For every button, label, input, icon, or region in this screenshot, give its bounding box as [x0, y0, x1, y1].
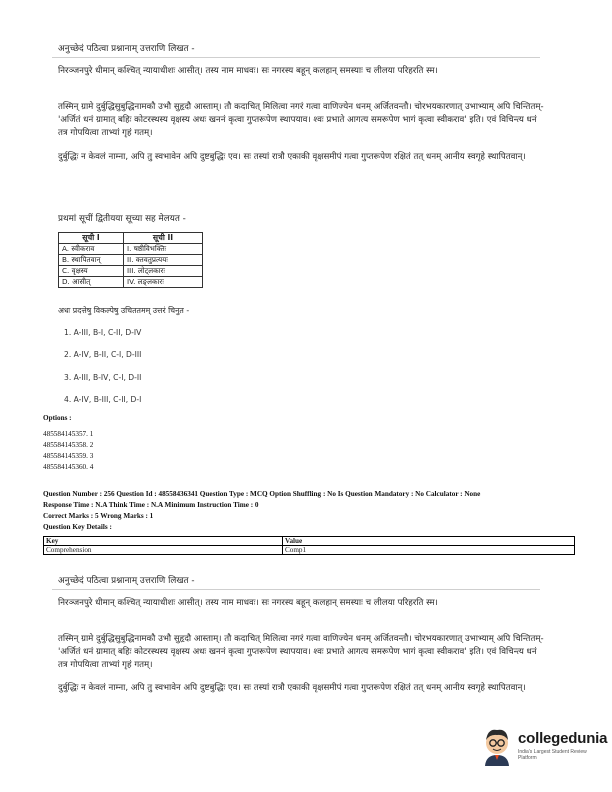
passage-paragraph: तस्मिन् ग्रामे दुर्बुद्धिसुबुद्धिनामकौ उभौ सुहृदौ आस्ताम्। तौ कदाचित् मिलित्वा नगरं गत्वा वाणिज्येन धनम् अर्जितवन्तौ। चोरभयकारणात् उभाभ्याम् अपि चिन्तितम्- 'अर्जितं धनं ग्रामात् बहिः कोटरस्थस्य वृक्षस्य अधः खननं कृत्वा गुप्तरूपेण स्थापयाव। श्वः प्रभाते आगत्य समरूपेण भागं कृत्वा स्वीकराव' इति। एवं विचिन्त्य धनं तत्र गोपयित्वा ताभ्यां गृहं गतम्। [58, 102, 544, 138]
match-table-header: सूची II [124, 233, 203, 244]
question-key-details-label: Question Key Details : [43, 523, 112, 531]
table-cell: IV. लङ्लकारः [124, 277, 203, 288]
key-header: Key [44, 537, 283, 546]
option-id: 485584145360. 4 [43, 463, 94, 471]
options-label: Options : [43, 414, 72, 422]
table-cell: B. स्थापितवान् [59, 255, 124, 266]
key-table [43, 536, 575, 555]
passage-paragraph: निरञ्जनपुरे धीमान् कश्चित् न्यायाधीशः आसीत्। तस्य नाम माधवः। सः नगरस्य बहून् कलहान् समस्याः च लीलया परिहरति स्म। [58, 66, 438, 76]
option-id: 485584145359. 3 [43, 452, 94, 460]
table-row [59, 244, 203, 255]
question-meta-line: Response Time : N.A Think Time : N.A Minimum Instruction Time : 0 [43, 501, 259, 509]
match-table-header: सूची I [59, 233, 124, 244]
divider [52, 589, 540, 590]
table-cell: III. लोट्लकारः [124, 266, 203, 277]
choose-instruction: अधः प्रदत्तेषु विकल्पेषु उचिततमम् उत्तरं चिनुत - [58, 306, 190, 315]
table-row [44, 537, 575, 546]
table-row [59, 266, 203, 277]
passage-paragraph: दुर्बुद्धिः न केवलं नाम्ना, अपि तु स्वभावेन अपि दुष्टबुद्धिः एव। सः तस्यां रात्रौ एकाकी वृक्षसमीपं गत्वा गुप्तरूपेण रक्षितं तत् धनम् आनीय स्वगृहे स्थापितवान्। [58, 152, 526, 162]
option-id: 485584145358. 2 [43, 441, 94, 449]
table-row [59, 255, 203, 266]
table-cell: I. षष्ठीविभक्तिः [124, 244, 203, 255]
passage-paragraph: तस्मिन् ग्रामे दुर्बुद्धिसुबुद्धिनामकौ उभौ सुहृदौ आस्ताम्। तौ कदाचित् मिलित्वा नगरं गत्वा वाणिज्येन धनम् अर्जितवन्तौ। चोरभयकारणात् उभाभ्याम् अपि चिन्तितम्- 'अर्जितं धनं ग्रामात् बहिः कोटरस्थस्य वृक्षस्य अधः खननं कृत्वा गुप्तरूपेण स्थापयाव। श्वः प्रभाते आगत्य समरूपेण भागं कृत्वा स्वीकराव' इति। एवं विचिन्त्य धनं तत्र गोपयित्वा ताभ्यां गृहं गतम्। [58, 634, 544, 670]
divider [52, 57, 540, 58]
passage-paragraph: निरञ्जनपुरे धीमान् कश्चित् न्यायाधीशः आसीत्। तस्य नाम माधवः। सः नगरस्य बहून् कलहान् समस्याः च लीलया परिहरति स्म। [58, 598, 438, 608]
choice-1: 1. A-III, B-I, C-II, D-IV [64, 328, 142, 337]
table-row [59, 277, 203, 288]
option-id: 485584145357. 1 [43, 430, 94, 438]
table-cell: II. क्तवतुप्रत्ययः [124, 255, 203, 266]
choice-2: 2. A-IV, B-II, C-I, D-III [64, 350, 142, 359]
choice-4: 4. A-IV, B-III, C-II, D-I [64, 395, 142, 404]
table-cell: A. स्वीकराव [59, 244, 124, 255]
instruction-heading-2: अनुच्छेदं पठित्वा प्रश्नानाम् उत्तराणि लिखत - [58, 576, 195, 586]
match-table [58, 232, 203, 288]
match-instruction: प्रथमां सूचीं द्वितीयया सूच्या सह मेलयत - [58, 214, 186, 224]
passage-paragraph: दुर्बुद्धिः न केवलं नाम्ना, अपि तु स्वभावेन अपि दुष्टबुद्धिः एव। सः तस्यां रात्रौ एकाकी वृक्षसमीपं गत्वा गुप्तरूपेण रक्षितं तत् धनम् आनीय स्वगृहे स्थापितवान्। [58, 683, 526, 693]
key-cell: Comprehension [44, 546, 283, 555]
value-header: Value [282, 537, 574, 546]
value-cell: Comp1 [282, 546, 574, 555]
table-row [44, 546, 575, 555]
table-cell: D. आसीत् [59, 277, 124, 288]
logo-tagline: India's Largest Student Review Platform [518, 749, 587, 761]
choice-3: 3. A-III, B-IV, C-I, D-II [64, 373, 142, 382]
collegedunia-logo[interactable] [478, 726, 608, 766]
table-cell: C. वृक्षस्य [59, 266, 124, 277]
question-meta-line: Question Number : 256 Question Id : 48558436341 Question Type : MCQ Option Shuffling : No Is Question Mandatory : No Calculator : None [43, 490, 481, 498]
logo-name: collegedunia [518, 730, 608, 747]
mascot-icon [478, 726, 516, 766]
question-meta-line: Correct Marks : 5 Wrong Marks : 1 [43, 512, 154, 520]
instruction-heading-1: अनुच्छेदं पठित्वा प्रश्नानाम् उत्तराणि लिखत - [58, 44, 195, 54]
